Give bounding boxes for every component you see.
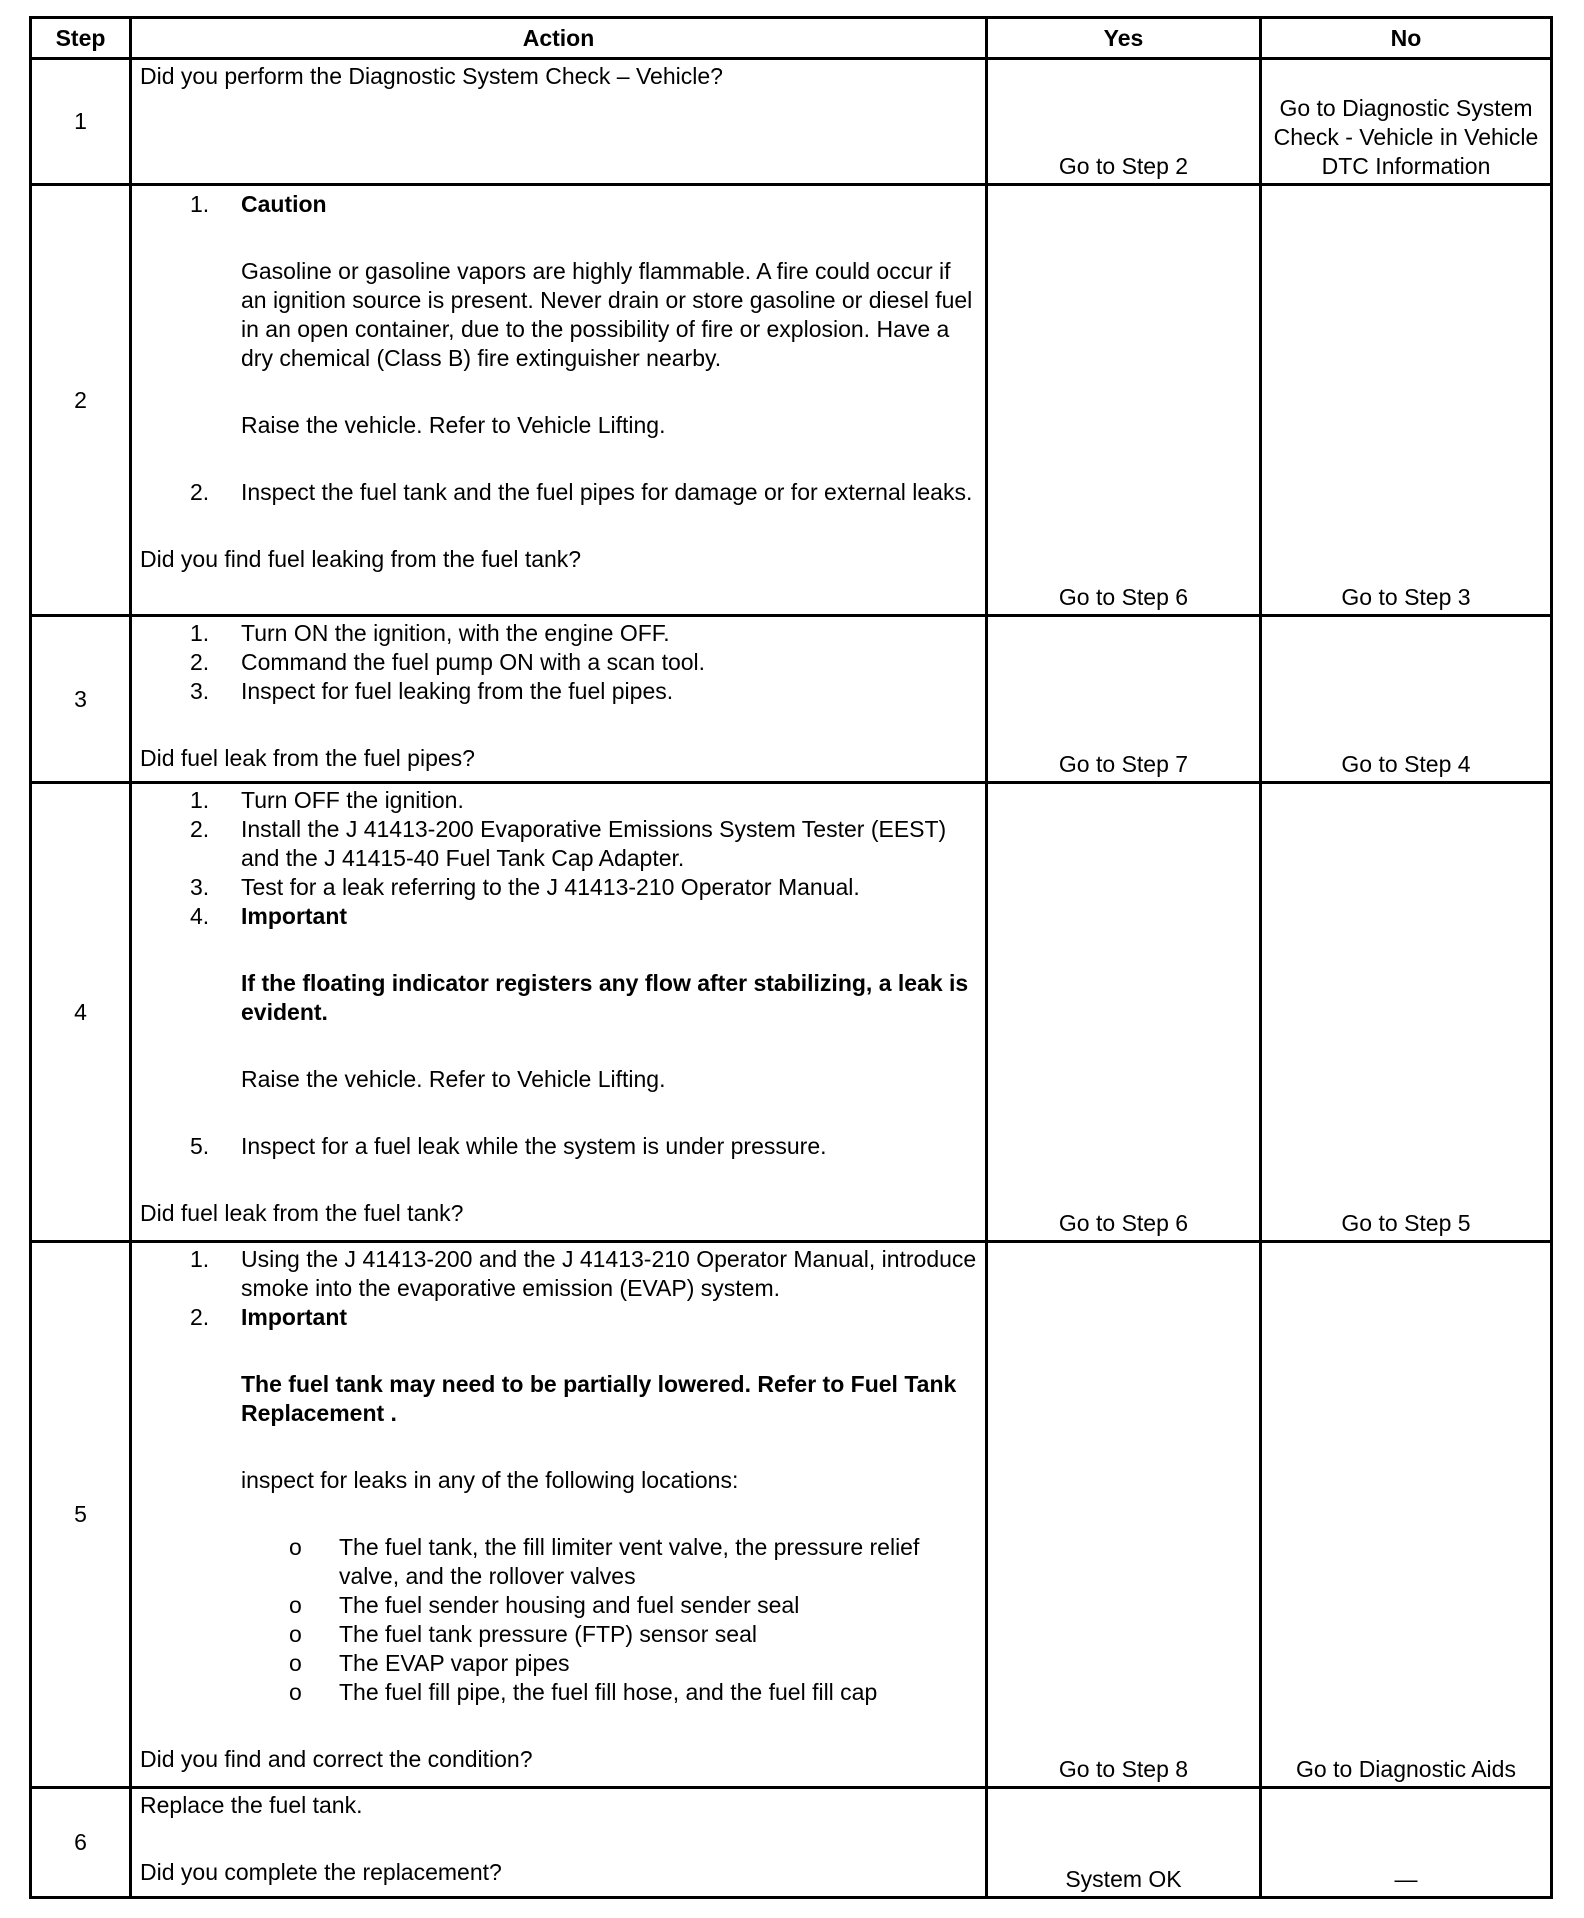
list-item — [140, 478, 979, 507]
header-step: Step — [31, 18, 131, 59]
table-row-step-1 — [31, 59, 1552, 185]
no-cell — [1261, 59, 1552, 185]
location-item — [140, 1620, 979, 1649]
question-text: Did fuel leak from the fuel tank? — [140, 1200, 464, 1226]
list-item — [140, 1132, 979, 1161]
no-text: — — [1394, 1866, 1418, 1892]
table-row-step-6 — [31, 1788, 1552, 1898]
item-number: 3. — [190, 874, 210, 900]
item-text: Turn ON the ignition, with the engine OFF. — [241, 620, 670, 646]
step-number: 1 — [31, 59, 131, 185]
bullet-icon: o — [289, 1679, 302, 1705]
question-text: Did you complete the replacement? — [140, 1859, 502, 1885]
header-no: No — [1261, 18, 1552, 59]
location-item — [140, 1591, 979, 1620]
inspect-text: inspect for leaks in any of the following locations: — [241, 1467, 739, 1493]
item-number: 1. — [190, 1246, 210, 1272]
list-item — [140, 1245, 979, 1303]
list-item — [140, 815, 979, 873]
step-number: 5 — [31, 1242, 131, 1788]
raise-vehicle-text: Raise the vehicle. Refer to Vehicle Lifting. — [241, 1066, 666, 1092]
item-number: 2. — [190, 479, 210, 505]
question-text: Did you find and correct the condition? — [140, 1746, 533, 1772]
list-item — [140, 190, 979, 219]
action-cell — [131, 185, 987, 616]
no-cell — [1261, 1242, 1552, 1788]
caution-title: Caution — [241, 191, 327, 217]
no-text: Go to Diagnostic Aids — [1296, 1756, 1516, 1782]
diagnostic-table — [29, 16, 1553, 1899]
yes-text: System OK — [1065, 1866, 1182, 1892]
question-text: Did you perform the Diagnostic System Check – Vehicle? — [140, 63, 723, 89]
no-cell — [1261, 1788, 1552, 1898]
yes-text: Go to Step 8 — [1058, 1756, 1189, 1782]
location-item — [140, 1533, 979, 1591]
step-number: 2 — [31, 185, 131, 616]
list-item — [140, 619, 979, 648]
item-number: 1. — [190, 787, 210, 813]
table-row-step-2 — [31, 185, 1552, 616]
question-text: Did fuel leak from the fuel pipes? — [140, 745, 475, 771]
yes-cell — [987, 185, 1261, 616]
important-title: Important — [241, 903, 348, 929]
yes-cell — [987, 783, 1261, 1242]
item-number: 5. — [190, 1133, 210, 1159]
bullet-icon: o — [289, 1621, 302, 1647]
item-text: Inspect for a fuel leak while the system is under pressure. — [241, 1133, 827, 1159]
no-text: Go to Step 3 — [1341, 584, 1471, 610]
item-number: 1. — [190, 620, 210, 646]
list-item — [140, 677, 979, 706]
yes-text: Go to Step 6 — [1058, 584, 1189, 610]
header-action: Action — [131, 18, 987, 59]
step-number: 6 — [31, 1788, 131, 1898]
item-number: 1. — [190, 191, 210, 217]
table-row-step-4 — [31, 783, 1552, 1242]
location-text: The fuel tank, the fill limiter vent valve, the pressure relief valve, and the rollover valves — [339, 1534, 920, 1589]
list-item — [140, 1303, 979, 1332]
item-text: Install the J 41413-200 Evaporative Emissions System Tester (EEST) and the J 41415-40 Fuel Tank Cap Adapter. — [241, 816, 947, 871]
no-cell — [1261, 616, 1552, 783]
list-item — [140, 648, 979, 677]
raise-vehicle-text: Raise the vehicle. Refer to Vehicle Lifting. — [241, 412, 666, 438]
list-item — [140, 786, 979, 815]
header-row — [31, 18, 1552, 59]
action-cell — [131, 616, 987, 783]
location-text: The fuel sender housing and fuel sender seal — [339, 1592, 800, 1618]
location-text: The fuel fill pipe, the fuel fill hose, and the fuel fill cap — [339, 1679, 878, 1705]
yes-cell — [987, 1788, 1261, 1898]
table-row-step-3 — [31, 616, 1552, 783]
item-text: Using the J 41413-200 and the J 41413-210 Operator Manual, introduce smoke into the evaporative emission (EVAP) system. — [241, 1246, 977, 1301]
item-text: Command the fuel pump ON with a scan tool. — [241, 649, 706, 675]
step-number: 3 — [31, 616, 131, 783]
no-text: Go to Step 4 — [1341, 751, 1471, 777]
list-item — [140, 902, 979, 931]
action-cell — [131, 1788, 987, 1898]
important-text: The fuel tank may need to be partially lowered. Refer to Fuel Tank Replacement . — [241, 1371, 957, 1426]
yes-text: Go to Step 6 — [1058, 1210, 1189, 1236]
action-cell — [131, 59, 987, 185]
header-yes: Yes — [987, 18, 1261, 59]
bullet-icon: o — [289, 1592, 302, 1618]
item-text: Inspect the fuel tank and the fuel pipes for damage or for external leaks. — [241, 479, 973, 505]
item-number: 4. — [190, 903, 210, 929]
diagnostic-table-container — [29, 16, 1550, 1902]
list-item — [140, 873, 979, 902]
important-title: Important — [241, 1304, 348, 1330]
item-number: 3. — [190, 678, 210, 704]
yes-text: Go to Step 2 — [1058, 153, 1189, 179]
item-text: Turn OFF the ignition. — [241, 787, 464, 813]
action-cell — [131, 1242, 987, 1788]
bullet-icon: o — [289, 1534, 302, 1560]
yes-text: Go to Step 7 — [1058, 751, 1189, 777]
location-item — [140, 1678, 979, 1707]
action-text: Replace the fuel tank. — [140, 1792, 363, 1818]
no-text: Go to Step 5 — [1341, 1210, 1471, 1236]
no-cell — [1261, 185, 1552, 616]
location-text: The EVAP vapor pipes — [339, 1650, 570, 1676]
item-number: 2. — [190, 1304, 210, 1330]
item-number: 2. — [190, 816, 210, 842]
yes-cell — [987, 616, 1261, 783]
location-item — [140, 1649, 979, 1678]
yes-cell — [987, 1242, 1261, 1788]
item-number: 2. — [190, 649, 210, 675]
item-text: Test for a leak referring to the J 41413-210 Operator Manual. — [241, 874, 860, 900]
important-text: If the floating indicator registers any flow after stabilizing, a leak is evident. — [241, 970, 969, 1025]
bullet-icon: o — [289, 1650, 302, 1676]
no-text: Go to Diagnostic System Check - Vehicle in Vehicle DTC Information — [1273, 95, 1539, 179]
question-text: Did you find fuel leaking from the fuel tank? — [140, 546, 582, 572]
no-cell — [1261, 783, 1552, 1242]
yes-cell — [987, 59, 1261, 185]
item-text: Inspect for fuel leaking from the fuel pipes. — [241, 678, 674, 704]
table-row-step-5 — [31, 1242, 1552, 1788]
action-cell — [131, 783, 987, 1242]
location-text: The fuel tank pressure (FTP) sensor seal — [339, 1621, 757, 1647]
caution-text: Gasoline or gasoline vapors are highly flammable. A fire could occur if an ignition source is present. Never drain or store gasoline or diesel fuel in an open container, due to the possibility of fire or explosion. Have a dry chemical (Class B) fire extinguisher nearby. — [241, 258, 973, 371]
step-number: 4 — [31, 783, 131, 1242]
